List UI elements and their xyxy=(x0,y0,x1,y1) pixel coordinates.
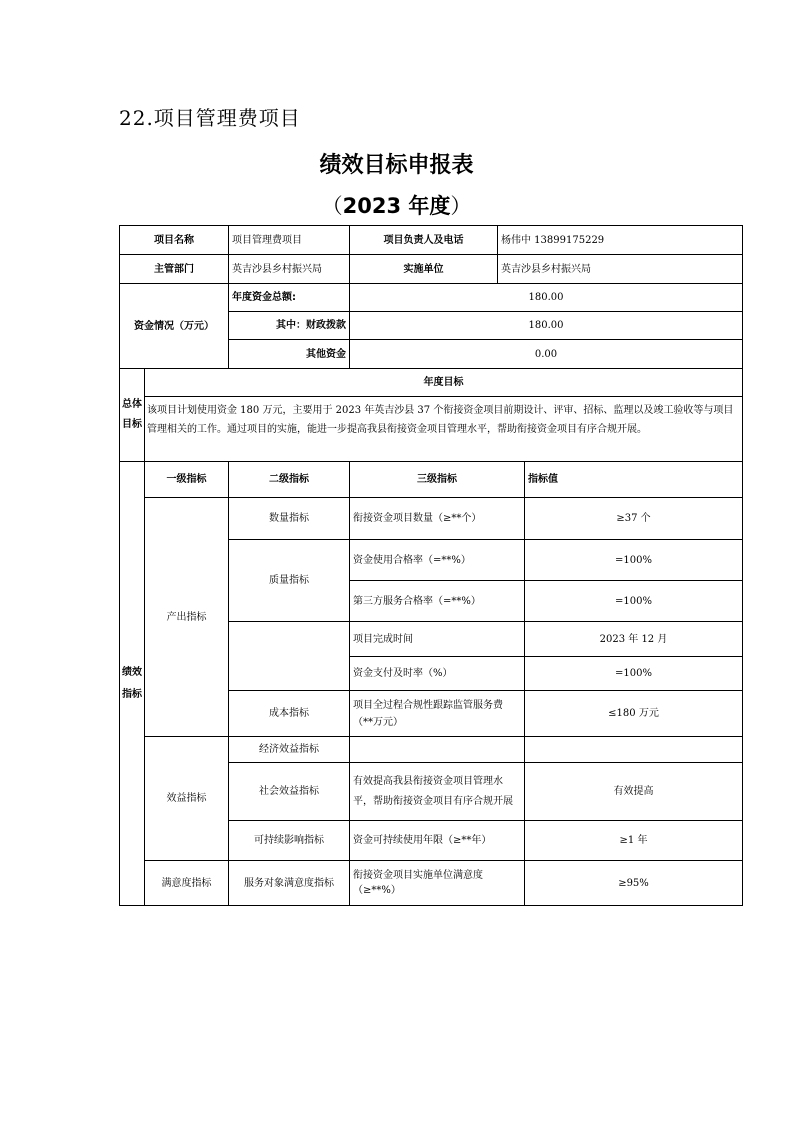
timeliness-indicator-label xyxy=(228,621,350,691)
cost-item-value: ≤180 万元 xyxy=(524,690,743,737)
quality-item-1-value: =100% xyxy=(524,539,743,581)
header-level2: 二级指标 xyxy=(228,461,350,498)
economic-indicator-label: 经济效益指标 xyxy=(228,736,350,763)
quantity-item-value: ≥37 个 xyxy=(524,497,743,540)
timeliness-item-2-value: =100% xyxy=(524,656,743,691)
quality-item-1-name: 资金使用合格率（=**%） xyxy=(349,539,525,581)
project-name-label: 项目名称 xyxy=(119,225,229,255)
quality-item-2-value: =100% xyxy=(524,580,743,622)
form-title: 绩效目标申报表 xyxy=(319,153,474,178)
header-level3: 三级指标 xyxy=(349,461,525,498)
cost-indicator-label: 成本指标 xyxy=(228,690,350,737)
funds-fiscal-label: 其中：财政拨款 xyxy=(228,311,350,340)
annual-goal-text: 该项目计划使用资金 180 万元，主要用于 2023 年英吉沙县 37 个衔接资金项目前期设计、评审、招标、监理以及竣工验收等与项目管理相关的工作。通过项目的实施，能进一步提高我县衔接资金项目管理水平，帮助衔接资金项目有序合规开展。 xyxy=(144,396,743,462)
funds-other-value: 0.00 xyxy=(349,339,743,369)
timeliness-item-2-name: 资金支付及时率（%） xyxy=(349,656,525,691)
funds-total-label: 年度资金总额: xyxy=(228,283,350,312)
timeliness-item-1-value: 2023 年 12 月 xyxy=(524,621,743,657)
impl-value: 英吉沙县乡村振兴局 xyxy=(497,254,743,284)
section-heading: 22.项目管理费项目 xyxy=(119,106,301,130)
satisfaction-item-value: ≥95% xyxy=(524,860,743,906)
sustainability-item-value: ≥1 年 xyxy=(524,820,743,861)
quantity-item-name: 衔接资金项目数量（≥**个） xyxy=(349,497,525,540)
performance-label: 绩效指标 xyxy=(119,461,145,906)
sustainability-indicator-label: 可持续影响指标 xyxy=(228,820,350,861)
header-value: 指标值 xyxy=(524,461,743,498)
header-level1: 一级指标 xyxy=(144,461,229,498)
service-satisfaction-label: 服务对象满意度指标 xyxy=(228,860,350,906)
satisfaction-indicator-label: 满意度指标 xyxy=(144,860,229,906)
form-year xyxy=(0,190,793,220)
social-indicator-label: 社会效益指标 xyxy=(228,762,350,821)
impl-label: 实施单位 xyxy=(349,254,498,284)
satisfaction-item-name: 衔接资金项目实施单位满意度（≥**%） xyxy=(349,860,525,906)
year-text: 2023 年度 xyxy=(342,194,451,218)
dept-value: 英吉沙县乡村振兴局 xyxy=(228,254,350,284)
social-item-value: 有效提高 xyxy=(524,762,743,821)
funds-fiscal-value: 180.00 xyxy=(349,311,743,340)
quality-indicator-label: 质量指标 xyxy=(228,539,350,622)
output-indicator-label: 产出指标 xyxy=(144,497,229,737)
sustainability-item-name: 资金可持续使用年限（≥**年） xyxy=(349,820,525,861)
timeliness-item-1-name: 项目完成时间 xyxy=(349,621,525,657)
annual-goal-header: 年度目标 xyxy=(144,368,743,397)
overall-goal-label: 总体目标 xyxy=(119,368,145,462)
owner-value: 杨伟中 13899175229 xyxy=(497,225,743,255)
year-open-paren: （ xyxy=(321,194,343,218)
dept-label: 主管部门 xyxy=(119,254,229,284)
economic-item-name xyxy=(349,736,525,763)
quantity-indicator-label: 数量指标 xyxy=(228,497,350,540)
owner-label: 项目负责人及电话 xyxy=(349,225,498,255)
cost-item-name: 项目全过程合规性跟踪监管服务费（**万元） xyxy=(349,690,525,737)
project-name-value: 项目管理费项目 xyxy=(228,225,350,255)
quality-item-2-name: 第三方服务合格率（=**%） xyxy=(349,580,525,622)
funds-other-label: 其他资金 xyxy=(228,339,350,369)
funds-label: 资金情况（万元） xyxy=(119,283,229,369)
funds-total-value: 180.00 xyxy=(349,283,743,312)
benefit-indicator-label: 效益指标 xyxy=(144,736,229,861)
social-item-name: 有效提高我县衔接资金项目管理水平，帮助衔接资金项目有序合规开展 xyxy=(349,762,525,821)
economic-item-value xyxy=(524,736,743,763)
year-close-paren: ） xyxy=(450,194,472,218)
